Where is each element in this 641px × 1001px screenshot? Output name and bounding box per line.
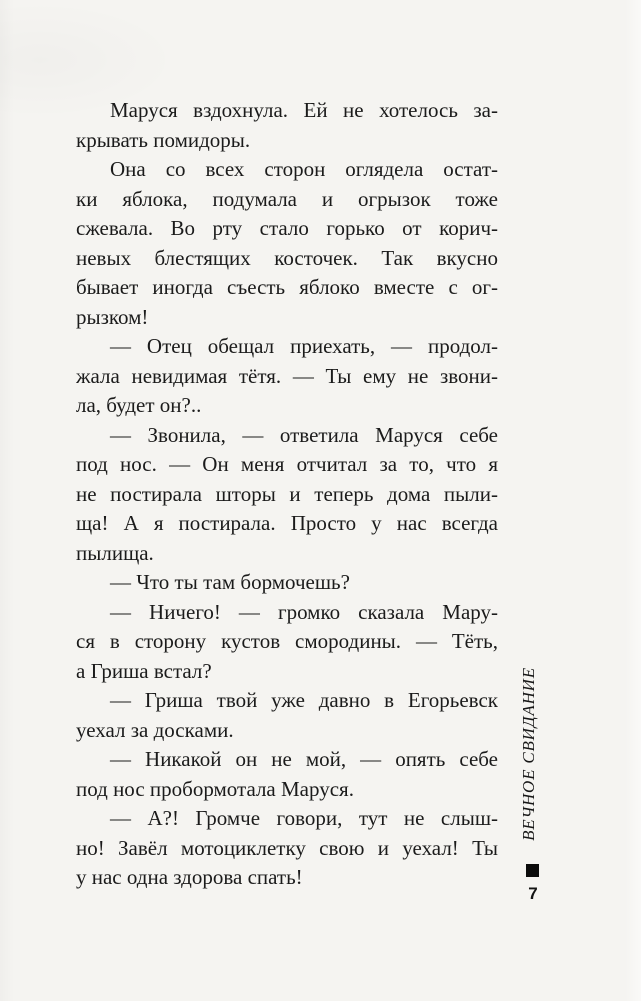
text-line: бывает иногда съесть яблоко вместе с ог- xyxy=(76,275,498,299)
text-line: крывать помидоры. xyxy=(76,127,251,152)
page-text xyxy=(76,96,498,893)
text-line: ки яблока, подумала и огрызок тоже xyxy=(76,186,498,211)
text-line: — Отец обещал приехать, — продол- xyxy=(110,334,498,358)
text-line: — Звонила, — ответила Маруся себе xyxy=(110,422,498,447)
text-line: — А?! Громче говори, тут не слыш- xyxy=(110,806,498,830)
text-line: ща! А я постирала. Просто у нас всегда xyxy=(76,511,498,535)
text-line: — Гриша твой уже давно в Егорьевск xyxy=(110,688,498,712)
section-marker-square xyxy=(526,864,539,877)
text-line: сжевала. Во рту стало горько от корич- xyxy=(76,216,498,240)
text-line: но! Завёл мотоциклетку свою и уехал! Ты xyxy=(76,835,498,860)
text-line: под нос пробормотала Маруся. xyxy=(76,776,354,801)
text-line: ла, будет он?.. xyxy=(76,393,202,417)
text-line: пылища. xyxy=(76,540,154,565)
text-line: невых блестящих косточек. Так вкусно xyxy=(76,245,498,270)
text-line: у нас одна здорова спать! xyxy=(76,865,303,889)
text-line: не постирала шторы и теперь дома пыли- xyxy=(76,481,498,506)
text-line: рызком! xyxy=(76,304,149,329)
spine-title-label: ВЕЧНОЕ СВИДАНИЕ xyxy=(519,667,538,841)
text-line: Она со всех сторон оглядела остат- xyxy=(110,157,498,181)
page-number: 7 xyxy=(528,884,538,903)
text-line: ся в сторону кустов смородины. — Тёть, xyxy=(76,629,498,653)
text-line: — Никакой он не мой, — опять себе xyxy=(110,747,498,771)
text-line: уехал за досками. xyxy=(76,717,234,742)
text-line: Маруся вздохнула. Ей не хотелось за- xyxy=(110,98,498,122)
text-line: — Что ты там бормочешь? xyxy=(110,570,350,594)
text-line: под нос. — Он меня отчитал за то, что я xyxy=(76,452,498,476)
text-line: — Ничего! — громко сказала Мару- xyxy=(110,599,498,624)
text-line: жала невидимая тётя. — Ты ему не звони- xyxy=(76,363,498,388)
text-line: а Гриша встал? xyxy=(76,658,212,683)
